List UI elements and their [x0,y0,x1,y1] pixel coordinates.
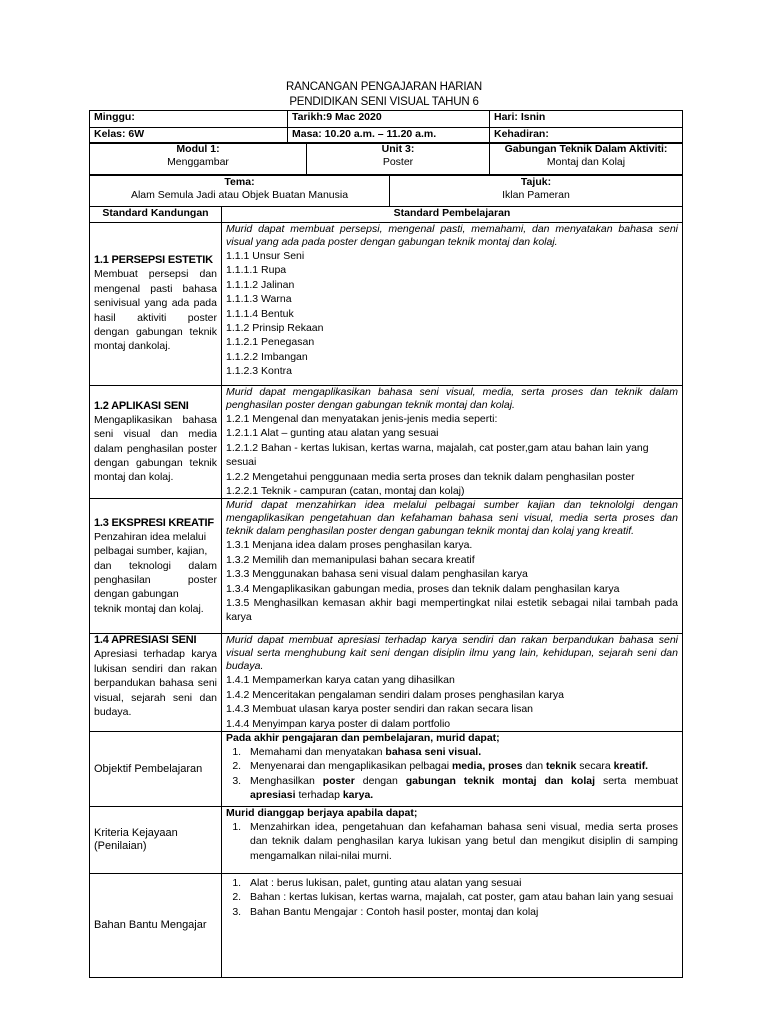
sp-item: 1.3.1 Menjana idea dalam proses penghasilan karya. [226,539,473,552]
objektif-label: Objektif Pembelajaran [90,732,222,807]
gabungan-label: Gabungan Teknik Dalam Aktiviti: [504,143,668,155]
tajuk-label: Tajuk: [520,176,552,188]
sp-item: 1.3.3 Menggunakan bahasa seni visual dalam penghasilan karya [226,568,528,581]
unit-cell [307,143,490,175]
sp-column-header: Standard Pembelajaran [222,207,683,223]
main-table [89,206,683,978]
sk-1-4-head: 1.4 APRESIASI SENI [94,634,197,647]
sk-1-4-desc: Apresiasi terhadap karya lukisan sendiri dan rakan berpandukan bahasa seni visual, sejarah seni dan budaya. [94,648,217,719]
objektif-content [222,732,683,807]
tema-cell [90,176,390,207]
tema-value: Alam Semula Jadi atau Objek Buatan Manusia [130,189,349,201]
objektif-item: 1. Memahami dan menyatakan bahasa seni visual. [244,745,678,759]
modul-cell [90,143,307,175]
tema-label: Tema: [224,176,255,188]
tema-table [89,175,683,207]
bahan-item: 2. Bahan : kertas lukisan, kertas warna, majalah, cat poster, gam atau bahan lain yang sesuai [244,890,678,904]
sk-1-3-desc-line: penghasilan poster [94,573,217,586]
kriteria-label [90,807,222,874]
bahan-list [226,876,678,919]
gabungan-value: Montaj dan Kolaj [546,156,626,168]
kriteria-row [90,807,683,874]
unit-value: Poster [382,156,414,168]
sp-item: 1.3.4 Mengaplikasikan gabungan media, proses dan teknik dalam penghasilan karya [226,582,620,595]
sp-item: 1.2.1 Mengenal dan menyatakan jenis-jenis media seperti: [226,413,498,425]
doc-title-line-1: RANCANGAN PENGAJARAN HARIAN [286,81,482,93]
sp-item: 1.2.1.1 Alat – gunting atau alatan yang sesuai [226,427,439,440]
bahan-row [90,874,683,978]
doc-title-line-2: PENDIDIKAN SENI VISUAL TAHUN 6 [289,96,479,108]
kriteria-label-2: (Penilaian) [94,840,147,853]
kriteria-label-1: Kriteria Kejayaan [94,827,178,840]
sk-1-2-desc: Mengaplikasikan bahasa seni visual dan media dalam penghasilan poster dengan gabungan teknik montaj dan kolaj. [94,413,217,484]
sp-1-4-intro: Murid dapat membuat apresiasi terhadap karya sendiri dan rakan berpandukan bahasa seni visual serta menghubung kait seni dengan disiplin ilmu yang lain, kehidupan, sejarah seni dan budaya. [226,634,678,673]
kelas-cell: Kelas: 6W [90,128,288,144]
sp-item: 1.3.2 Memilih dan memanipulasi bahan secara kreatif [226,553,475,566]
sp-item: 1.1.1.1 Rupa [226,264,287,277]
sp-1-1 [222,223,683,386]
sp-item: 1.1.1.2 Jalinan [226,278,295,291]
unit-label: Unit 3: [381,143,415,155]
sp-item: 1.1.2.1 Penegasan [226,336,315,349]
sp-item: 1.1.1.3 Warna [226,293,292,306]
tarikh-cell: Tarikh:9 Mac 2020 [288,111,490,128]
sp-item: 1.2.1.2 Bahan - kertas lukisan, kertas warna, majalah, cat poster,gam atau bahan lain yang sesuai [226,441,649,469]
section-1-1 [90,223,683,386]
objektif-list [226,745,678,803]
tajuk-value: Iklan Pameran [502,189,570,201]
sp-1-3 [222,499,683,634]
sp-item: 1.2.2.1 Teknik - campuran (catan, montaj dan kolaj) [226,485,465,498]
sk-1-3-desc-line: teknik montaj dan kolaj. [94,602,204,615]
sp-item: 1.4.2 Menceritakan pengalaman sendiri dalam proses penghasilan karya [226,688,564,701]
sk-1-2 [90,386,222,499]
sk-1-3-head: 1.3 EKSPRESI KREATIF [94,516,214,529]
sk-1-3 [90,499,222,634]
sp-item: 1.2.2 Mengetahui penggunaan media serta proses dan teknik dalam penghasilan poster [226,470,635,483]
modul-label: Modul 1: [176,143,220,155]
sk-1-3-desc-line: dan teknologi dalam [94,559,217,572]
sp-1-2 [222,386,683,499]
kriteria-intro: Murid dianggap berjaya apabila dapat; [226,807,418,820]
kriteria-item: 1. Menzahirkan idea, pengetahuan dan kefahaman bahasa seni visual, media serta proses dan teknik dalam penghasilan karya lukisan yang betul dan mengikut disiplin di samping mengamalkan nilai-nilai murni. [244,820,678,863]
sk-1-3-desc-line: dengan gabungan [94,588,179,601]
bahan-content [222,874,683,978]
header-table [89,110,683,144]
bahan-label: Bahan Bantu Mengajar [90,874,222,978]
sp-item: 1.1.1 Unsur Seni [226,250,305,262]
sp-item: 1.1.1.4 Bentuk [226,307,294,320]
objektif-intro: Pada akhir pengajaran dan pembelajaran, murid dapat; [226,732,500,745]
sp-item: 1.4.4 Menyimpan karya poster di dalam portfolio [226,717,451,730]
sp-1-3-intro: Murid dapat menzahirkan idea melalui pelbagai sumber kajian dan teknololgi dengan mengaplikasikan pengetahuan dan kefahaman bahasa seni visual, media serta proses dan teknik dalam penghasilan poster dengan gabungan teknik montaj dan kolaj yang kreatif. [226,499,678,538]
minggu-cell: Minggu: [90,111,288,128]
sp-item: 1.4.1 Mempamerkan karya catan yang dihasilkan [226,674,455,687]
objektif-row [90,732,683,807]
objektif-item: 2. Menyenarai dan mengaplikasikan pelbagai media, proses dan teknik secara kreatif. [244,759,678,773]
objektif-item: 3. Menghasilkan poster dengan gabungan teknik montaj dan kolaj serta membuat apresiasi terhadap karya. [244,774,678,803]
gabungan-cell [490,143,683,175]
sp-1-1-intro: Murid dapat membuat persepsi, mengenal pasti, memahami, dan menyatakan bahasa seni visual yang ada pada poster dengan gabungan teknik montaj dan kolaj. [226,223,678,248]
masa-cell: Masa: 10.20 a.m. – 11.20 a.m. [288,128,490,144]
sk-1-1-head: 1.1 PERSEPSI ESTETIK [94,254,213,267]
kriteria-list [226,820,678,863]
modul-table [89,142,683,175]
sp-item: 1.4.3 Membuat ulasan karya poster sendiri dan rakan secara lisan [226,703,534,716]
kriteria-content [222,807,683,874]
tajuk-cell [390,176,683,207]
section-1-4 [90,634,683,732]
sk-1-2-head: 1.2 APLIKASI SENI [94,399,189,412]
sk-1-1-desc: Membuat persepsi dan mengenal pasti bahasa senivisual yang ada pada hasil aktiviti poster dengan gabungan teknik montaj dankolaj. [94,268,217,353]
modul-value: Menggambar [167,156,229,168]
hari-cell: Hari: Isnin [490,111,683,128]
bahan-item: 1. Alat : berus lukisan, palet, gunting atau alatan yang sesuai [244,876,678,890]
sp-item: 1.1.2 Prinsip Rekaan [226,322,324,335]
sk-1-4 [90,634,222,732]
sp-1-2-intro: Murid dapat mengaplikasikan bahasa seni visual, media, serta proses dan teknik dalam penghasilan poster dengan gabungan teknik montaj dan kolaj. [226,386,678,411]
sk-1-3-desc-line: pelbagai sumber, kajian, [94,545,208,558]
sk-1-3-desc-line: Penzahiran idea melalui [94,530,207,543]
section-1-2 [90,386,683,499]
sk-column-header: Standard Kandungan [90,207,222,223]
sp-1-4 [222,634,683,732]
sk-1-1 [90,223,222,386]
sp-item: 1.1.2.3 Kontra [226,365,292,378]
section-1-3 [90,499,683,634]
bahan-item: 3. Bahan Bantu Mengajar : Contoh hasil poster, montaj dan kolaj [244,905,678,919]
kehadiran-cell: Kehadiran: [490,128,683,144]
sp-item: 1.1.2.2 Imbangan [226,350,308,363]
sp-item: 1.3.5 Menghasilkan kemasan akhir bagi mempertingkat nilai estetik sebagai nilai tambah pada karya [226,597,678,624]
